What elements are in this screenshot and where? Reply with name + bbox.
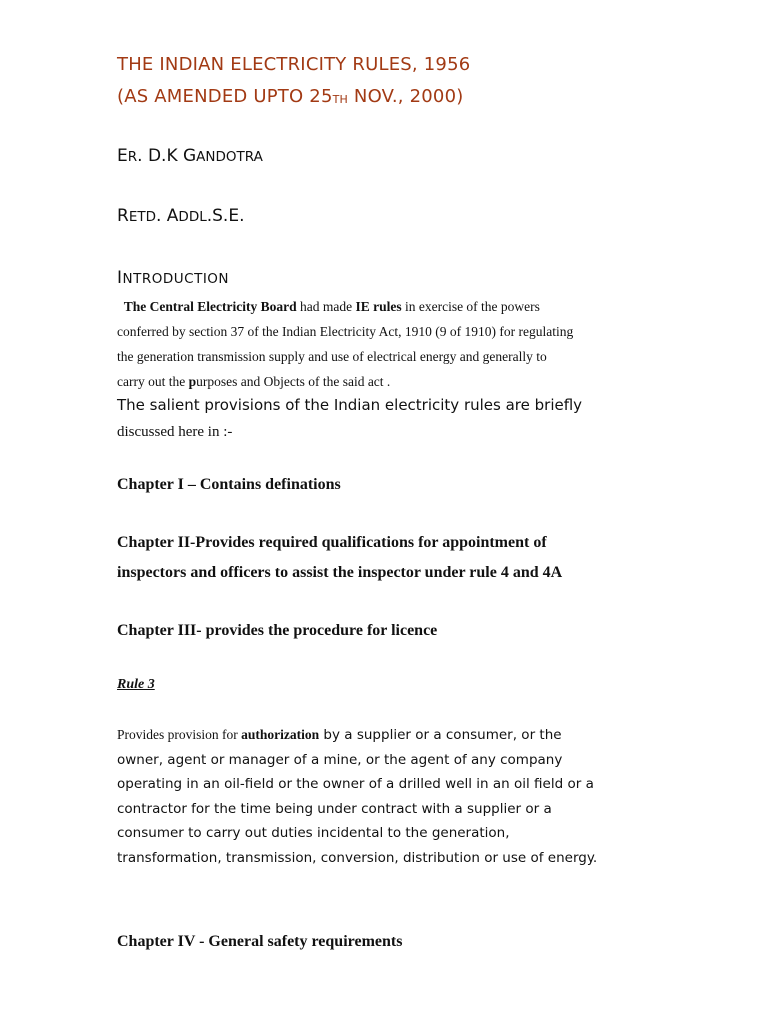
chapter-1: Chapter I – Contains definations — [117, 476, 341, 493]
chapter-4: Chapter IV - General safety requirements — [117, 933, 403, 950]
document-title-line2 — [117, 86, 463, 107]
author-initial: E — [117, 146, 128, 166]
title-amended-text: (AS AMENDED UPTO 25 — [117, 86, 333, 107]
intro-text: p — [188, 374, 197, 389]
document-title-line1: THE INDIAN ELECTRICITY RULES, 1956 — [117, 54, 471, 75]
author-designation — [117, 206, 244, 226]
intro-text: had made — [296, 299, 356, 314]
ie-rules-text: IE rules — [355, 299, 402, 314]
intro-line-3: the generation transmission supply and use of electrical energy and generally to — [117, 349, 547, 364]
designation-initial: R — [117, 206, 129, 226]
rule-3-line-1 — [117, 723, 597, 748]
designation-end: .S.E. — [206, 206, 245, 226]
rule-3-heading: Rule 3 — [117, 677, 155, 692]
intro-text: carry out the — [117, 374, 189, 389]
chapter-2-line-1: Chapter II-Provides required qualifications for appointment of — [117, 534, 547, 551]
author-name — [117, 146, 263, 166]
intro-text: in exercise of the powers — [401, 299, 540, 314]
author-surname-smallcap: ANDOTRA — [196, 149, 263, 165]
introduction-initial: I — [117, 268, 123, 288]
chapter-2-line-2: inspectors and officers to assist the inspector under rule 4 and 4A — [117, 564, 563, 581]
chapter-3: Chapter III- provides the procedure for licence — [117, 622, 438, 639]
rule-3-line-2: owner, agent or manager of a mine, or the agent of any company — [117, 751, 563, 768]
introduction-smallcap: NTRODUCTION — [122, 271, 230, 287]
title-ordinal-suffix: TH — [332, 93, 349, 106]
designation-smallcap-1: ETD — [128, 209, 156, 225]
intro-paragraph — [117, 294, 573, 394]
author-smallcap: R — [127, 149, 138, 165]
intro-line-4 — [117, 369, 573, 394]
section-heading-introduction — [117, 268, 229, 288]
intro-line-2: conferred by section 37 of the Indian Electricity Act, 1910 (9 of 1910) for regulating — [117, 324, 574, 339]
designation-smallcap-2: DDL — [178, 209, 207, 225]
author-middle: . D.K G — [137, 146, 197, 166]
rule-3-paragraph — [117, 723, 597, 870]
rule-3-line-4: contractor for the time being under contract with a supplier or a — [117, 800, 552, 817]
salient-line-1: The salient provisions of the Indian electricity rules are briefly — [117, 396, 583, 414]
intro-text: urposes and Objects of the said act . — [196, 374, 391, 389]
rule-3-text: by a supplier or a consumer, or the — [319, 727, 562, 743]
central-electricity-board-text: The Central Electricity Board — [123, 299, 297, 314]
salient-line-2: discussed here in :- — [117, 424, 233, 440]
rule-3-line-3: operating in an oil-field or the owner of a drilled well in an oil field or a — [117, 776, 594, 792]
rule-3-text: Provides provision for — [117, 727, 242, 742]
intro-line-1 — [117, 294, 573, 319]
designation-middle: . A — [155, 206, 179, 226]
title-date-text: NOV., 2000) — [348, 86, 464, 107]
authorization-text: authorization — [241, 727, 320, 742]
rule-3-line-6: transformation, transmission, conversion, distribution or use of energy. — [117, 849, 598, 866]
rule-3-line-5: consumer to carry out duties incidental to the generation, — [117, 825, 510, 841]
